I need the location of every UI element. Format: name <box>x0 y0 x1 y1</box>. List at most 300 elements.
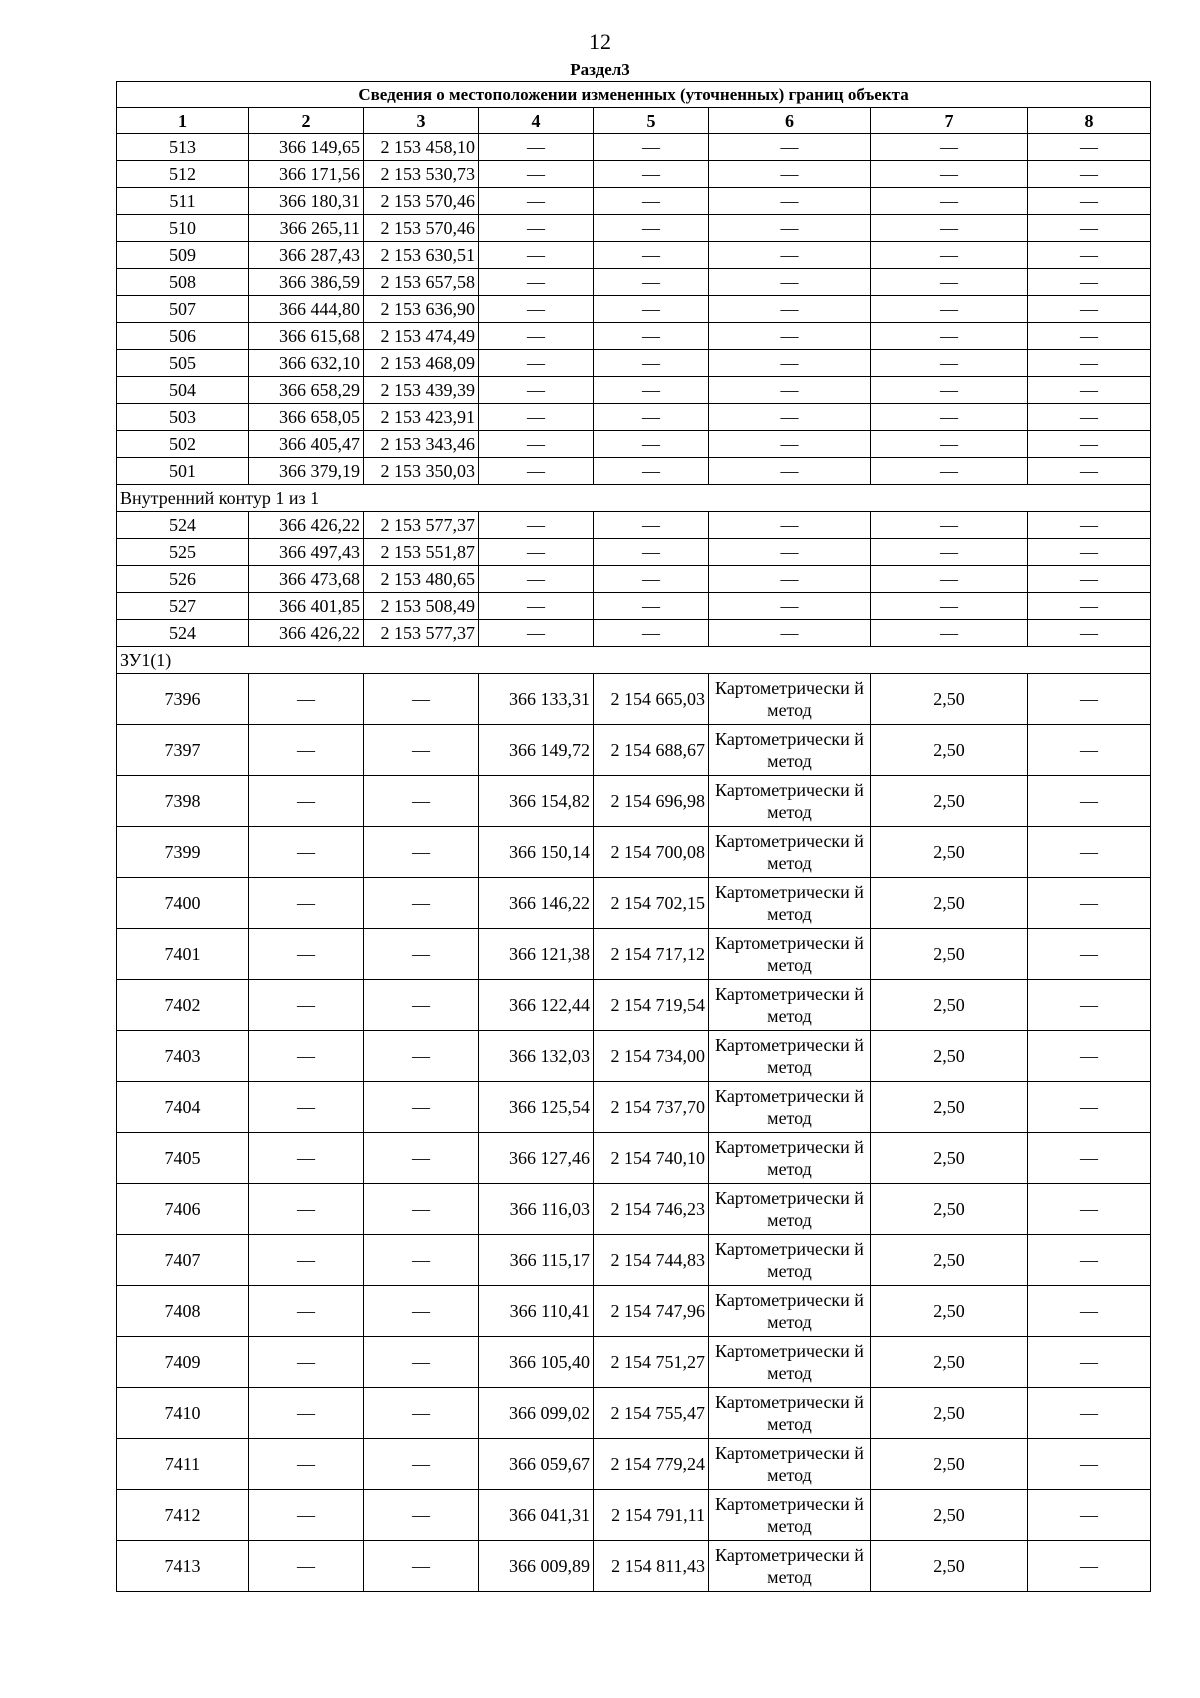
dash-cell: — <box>1028 776 1151 827</box>
dash-cell: — <box>1028 134 1151 161</box>
point-number-cell: 524 <box>117 620 249 647</box>
dash-cell: — <box>594 188 709 215</box>
accuracy-cell: 2,50 <box>871 1490 1028 1541</box>
y-coordinate-cell: 2 153 423,91 <box>364 404 479 431</box>
page-number: 12 <box>589 29 611 54</box>
y-coordinate-cell: 2 153 530,73 <box>364 161 479 188</box>
accuracy-cell: 2,50 <box>871 1082 1028 1133</box>
dash-cell: — <box>1028 323 1151 350</box>
dash-cell: — <box>479 431 594 458</box>
table-row <box>117 215 1151 242</box>
point-number-cell: 7402 <box>117 980 249 1031</box>
dash-cell: — <box>709 566 871 593</box>
dash-cell: — <box>364 1541 479 1592</box>
point-number-cell: 524 <box>117 512 249 539</box>
dash-cell: — <box>871 404 1028 431</box>
x-coordinate-cell: 366 386,59 <box>249 269 364 296</box>
dash-cell: — <box>871 458 1028 485</box>
y-coordinate-cell: 2 154 696,98 <box>594 776 709 827</box>
dash-cell: — <box>364 1031 479 1082</box>
accuracy-cell: 2,50 <box>871 1439 1028 1490</box>
dash-cell: — <box>1028 1286 1151 1337</box>
y-coordinate-cell: 2 153 570,46 <box>364 188 479 215</box>
point-number-cell: 7411 <box>117 1439 249 1490</box>
table-row <box>117 188 1151 215</box>
dash-cell: — <box>871 620 1028 647</box>
dash-cell: — <box>1028 1388 1151 1439</box>
table-row <box>117 404 1151 431</box>
method-cell: Картометрически й метод <box>709 674 871 725</box>
coordinates-table <box>116 81 1151 1592</box>
dash-cell: — <box>364 1388 479 1439</box>
dash-cell: — <box>1028 404 1151 431</box>
x-coordinate-cell: 366 125,54 <box>479 1082 594 1133</box>
dash-cell: — <box>1028 377 1151 404</box>
y-coordinate-cell: 2 153 508,49 <box>364 593 479 620</box>
dash-cell: — <box>364 1082 479 1133</box>
dash-cell: — <box>249 980 364 1031</box>
dash-cell: — <box>479 620 594 647</box>
dash-cell: — <box>364 776 479 827</box>
dash-cell: — <box>709 620 871 647</box>
dash-cell: — <box>249 1337 364 1388</box>
dash-cell: — <box>594 458 709 485</box>
dash-cell: — <box>1028 674 1151 725</box>
dash-cell: — <box>709 431 871 458</box>
dash-cell: — <box>709 512 871 539</box>
x-coordinate-cell: 366 105,40 <box>479 1337 594 1388</box>
dash-cell: — <box>709 350 871 377</box>
point-number-cell: 504 <box>117 377 249 404</box>
dash-cell: — <box>1028 431 1151 458</box>
x-coordinate-cell: 366 658,05 <box>249 404 364 431</box>
y-coordinate-cell: 2 154 791,11 <box>594 1490 709 1541</box>
accuracy-cell: 2,50 <box>871 878 1028 929</box>
point-number-cell: 513 <box>117 134 249 161</box>
dash-cell: — <box>1028 1133 1151 1184</box>
dash-cell: — <box>871 431 1028 458</box>
section-title: Раздел3 <box>570 60 630 79</box>
dash-cell: — <box>364 1439 479 1490</box>
x-coordinate-cell: 366 287,43 <box>249 242 364 269</box>
point-number-cell: 512 <box>117 161 249 188</box>
dash-cell: — <box>479 539 594 566</box>
table-row <box>117 980 1151 1031</box>
point-number-cell: 501 <box>117 458 249 485</box>
zu-label-row <box>117 647 1151 674</box>
y-coordinate-cell: 2 154 744,83 <box>594 1235 709 1286</box>
dash-cell: — <box>1028 242 1151 269</box>
accuracy-cell: 2,50 <box>871 1133 1028 1184</box>
y-coordinate-cell: 2 153 468,09 <box>364 350 479 377</box>
column-number-row <box>117 108 1151 134</box>
x-coordinate-cell: 366 426,22 <box>249 512 364 539</box>
point-number-cell: 502 <box>117 431 249 458</box>
dash-cell: — <box>249 1541 364 1592</box>
dash-cell: — <box>364 1133 479 1184</box>
method-cell: Картометрически й метод <box>709 1439 871 1490</box>
accuracy-cell: 2,50 <box>871 1541 1028 1592</box>
dash-cell: — <box>1028 1541 1151 1592</box>
x-coordinate-cell: 366 401,85 <box>249 593 364 620</box>
dash-cell: — <box>709 593 871 620</box>
dash-cell: — <box>871 215 1028 242</box>
dash-cell: — <box>479 188 594 215</box>
table-row <box>117 242 1151 269</box>
x-coordinate-cell: 366 658,29 <box>249 377 364 404</box>
point-number-cell: 7401 <box>117 929 249 980</box>
accuracy-cell: 2,50 <box>871 1337 1028 1388</box>
dash-cell: — <box>249 1031 364 1082</box>
dash-cell: — <box>1028 1490 1151 1541</box>
x-coordinate-cell: 366 632,10 <box>249 350 364 377</box>
dash-cell: — <box>479 161 594 188</box>
table-row <box>117 431 1151 458</box>
accuracy-cell: 2,50 <box>871 674 1028 725</box>
method-cell: Картометрически й метод <box>709 1388 871 1439</box>
point-number-cell: 7409 <box>117 1337 249 1388</box>
accuracy-cell: 2,50 <box>871 725 1028 776</box>
y-coordinate-cell: 2 154 700,08 <box>594 827 709 878</box>
y-coordinate-cell: 2 153 474,49 <box>364 323 479 350</box>
point-number-cell: 7404 <box>117 1082 249 1133</box>
table-caption-row <box>117 82 1151 108</box>
dash-cell: — <box>709 188 871 215</box>
method-cell: Картометрически й метод <box>709 1541 871 1592</box>
point-number-cell: 7408 <box>117 1286 249 1337</box>
column-number: 7 <box>871 108 1028 134</box>
dash-cell: — <box>1028 215 1151 242</box>
x-coordinate-cell: 366 149,65 <box>249 134 364 161</box>
dash-cell: — <box>594 323 709 350</box>
table-row <box>117 377 1151 404</box>
method-cell: Картометрически й метод <box>709 776 871 827</box>
dash-cell: — <box>1028 458 1151 485</box>
point-number-cell: 7410 <box>117 1388 249 1439</box>
table-row <box>117 323 1151 350</box>
dash-cell: — <box>594 242 709 269</box>
x-coordinate-cell: 366 149,72 <box>479 725 594 776</box>
dash-cell: — <box>1028 980 1151 1031</box>
x-coordinate-cell: 366 132,03 <box>479 1031 594 1082</box>
dash-cell: — <box>1028 566 1151 593</box>
y-coordinate-cell: 2 154 740,10 <box>594 1133 709 1184</box>
accuracy-cell: 2,50 <box>871 827 1028 878</box>
table-row <box>117 512 1151 539</box>
dash-cell: — <box>871 539 1028 566</box>
table-row <box>117 1286 1151 1337</box>
table-row <box>117 878 1151 929</box>
table-row <box>117 458 1151 485</box>
point-number-cell: 526 <box>117 566 249 593</box>
inner-contour-label: Внутренний контур 1 из 1 <box>117 485 1151 512</box>
accuracy-cell: 2,50 <box>871 1031 1028 1082</box>
dash-cell: — <box>249 1133 364 1184</box>
table-row <box>117 674 1151 725</box>
point-number-cell: 506 <box>117 323 249 350</box>
dash-cell: — <box>709 161 871 188</box>
dash-cell: — <box>871 593 1028 620</box>
dash-cell: — <box>1028 1082 1151 1133</box>
accuracy-cell: 2,50 <box>871 1286 1028 1337</box>
dash-cell: — <box>1028 512 1151 539</box>
dash-cell: — <box>709 458 871 485</box>
dash-cell: — <box>364 827 479 878</box>
dash-cell: — <box>1028 1439 1151 1490</box>
dash-cell: — <box>709 377 871 404</box>
dash-cell: — <box>1028 827 1151 878</box>
method-cell: Картометрически й метод <box>709 878 871 929</box>
accuracy-cell: 2,50 <box>871 929 1028 980</box>
column-number: 4 <box>479 108 594 134</box>
dash-cell: — <box>479 323 594 350</box>
dash-cell: — <box>871 269 1028 296</box>
point-number-cell: 507 <box>117 296 249 323</box>
dash-cell: — <box>249 725 364 776</box>
table-row <box>117 1388 1151 1439</box>
x-coordinate-cell: 366 116,03 <box>479 1184 594 1235</box>
table-row <box>117 1184 1151 1235</box>
dash-cell: — <box>1028 929 1151 980</box>
table-row <box>117 827 1151 878</box>
method-cell: Картометрически й метод <box>709 1082 871 1133</box>
dash-cell: — <box>871 323 1028 350</box>
dash-cell: — <box>594 539 709 566</box>
x-coordinate-cell: 366 171,56 <box>249 161 364 188</box>
x-coordinate-cell: 366 497,43 <box>249 539 364 566</box>
point-number-cell: 509 <box>117 242 249 269</box>
y-coordinate-cell: 2 153 439,39 <box>364 377 479 404</box>
dash-cell: — <box>709 296 871 323</box>
x-coordinate-cell: 366 426,22 <box>249 620 364 647</box>
point-number-cell: 510 <box>117 215 249 242</box>
dash-cell: — <box>249 776 364 827</box>
x-coordinate-cell: 366 115,17 <box>479 1235 594 1286</box>
y-coordinate-cell: 2 154 751,27 <box>594 1337 709 1388</box>
dash-cell: — <box>594 620 709 647</box>
x-coordinate-cell: 366 405,47 <box>249 431 364 458</box>
x-coordinate-cell: 366 146,22 <box>479 878 594 929</box>
column-number: 5 <box>594 108 709 134</box>
dash-cell: — <box>479 377 594 404</box>
x-coordinate-cell: 366 615,68 <box>249 323 364 350</box>
dash-cell: — <box>479 593 594 620</box>
dash-cell: — <box>1028 539 1151 566</box>
point-number-cell: 7407 <box>117 1235 249 1286</box>
table-row <box>117 296 1151 323</box>
y-coordinate-cell: 2 154 717,12 <box>594 929 709 980</box>
table-row <box>117 1031 1151 1082</box>
table-row <box>117 1082 1151 1133</box>
x-coordinate-cell: 366 265,11 <box>249 215 364 242</box>
dash-cell: — <box>871 242 1028 269</box>
table-row <box>117 134 1151 161</box>
dash-cell: — <box>1028 269 1151 296</box>
method-cell: Картометрически й метод <box>709 1235 871 1286</box>
x-coordinate-cell: 366 041,31 <box>479 1490 594 1541</box>
dash-cell: — <box>1028 1184 1151 1235</box>
method-cell: Картометрически й метод <box>709 1184 871 1235</box>
y-coordinate-cell: 2 154 737,70 <box>594 1082 709 1133</box>
point-number-cell: 7405 <box>117 1133 249 1184</box>
dash-cell: — <box>709 404 871 431</box>
method-cell: Картометрически й метод <box>709 1031 871 1082</box>
dash-cell: — <box>479 269 594 296</box>
y-coordinate-cell: 2 154 719,54 <box>594 980 709 1031</box>
table-row <box>117 350 1151 377</box>
dash-cell: — <box>1028 593 1151 620</box>
accuracy-cell: 2,50 <box>871 1235 1028 1286</box>
point-number-cell: 7400 <box>117 878 249 929</box>
table-row <box>117 1235 1151 1286</box>
y-coordinate-cell: 2 153 458,10 <box>364 134 479 161</box>
dash-cell: — <box>594 215 709 242</box>
y-coordinate-cell: 2 154 755,47 <box>594 1388 709 1439</box>
dash-cell: — <box>871 377 1028 404</box>
dash-cell: — <box>594 161 709 188</box>
point-number-cell: 525 <box>117 539 249 566</box>
inner-contour-label-row <box>117 485 1151 512</box>
dash-cell: — <box>594 512 709 539</box>
dash-cell: — <box>479 215 594 242</box>
column-number: 3 <box>364 108 479 134</box>
accuracy-cell: 2,50 <box>871 1184 1028 1235</box>
dash-cell: — <box>479 296 594 323</box>
table-row <box>117 161 1151 188</box>
point-number-cell: 7406 <box>117 1184 249 1235</box>
table-row <box>117 725 1151 776</box>
y-coordinate-cell: 2 154 779,24 <box>594 1439 709 1490</box>
method-cell: Картометрически й метод <box>709 980 871 1031</box>
dash-cell: — <box>594 377 709 404</box>
dash-cell: — <box>871 296 1028 323</box>
dash-cell: — <box>594 350 709 377</box>
table-row <box>117 620 1151 647</box>
dash-cell: — <box>594 296 709 323</box>
dash-cell: — <box>249 827 364 878</box>
table-row <box>117 593 1151 620</box>
x-coordinate-cell: 366 444,80 <box>249 296 364 323</box>
dash-cell: — <box>364 1286 479 1337</box>
dash-cell: — <box>249 1388 364 1439</box>
table-caption: Сведения о местоположении измененных (уточненных) границ объекта <box>117 82 1151 108</box>
y-coordinate-cell: 2 153 551,87 <box>364 539 479 566</box>
point-number-cell: 511 <box>117 188 249 215</box>
table-row <box>117 1490 1151 1541</box>
point-number-cell: 508 <box>117 269 249 296</box>
dash-cell: — <box>364 929 479 980</box>
table-row <box>117 539 1151 566</box>
dash-cell: — <box>479 458 594 485</box>
point-number-cell: 7413 <box>117 1541 249 1592</box>
dash-cell: — <box>871 188 1028 215</box>
x-coordinate-cell: 366 110,41 <box>479 1286 594 1337</box>
table-row <box>117 566 1151 593</box>
y-coordinate-cell: 2 153 577,37 <box>364 620 479 647</box>
y-coordinate-cell: 2 154 746,23 <box>594 1184 709 1235</box>
x-coordinate-cell: 366 122,44 <box>479 980 594 1031</box>
y-coordinate-cell: 2 153 657,58 <box>364 269 479 296</box>
dash-cell: — <box>709 323 871 350</box>
dash-cell: — <box>594 431 709 458</box>
dash-cell: — <box>249 674 364 725</box>
table-row <box>117 1541 1151 1592</box>
zu-label: ЗУ1(1) <box>117 647 1151 674</box>
dash-cell: — <box>709 539 871 566</box>
dash-cell: — <box>479 566 594 593</box>
y-coordinate-cell: 2 153 350,03 <box>364 458 479 485</box>
y-coordinate-cell: 2 153 577,37 <box>364 512 479 539</box>
dash-cell: — <box>364 1235 479 1286</box>
accuracy-cell: 2,50 <box>871 776 1028 827</box>
dash-cell: — <box>871 512 1028 539</box>
table-row <box>117 1439 1151 1490</box>
dash-cell: — <box>479 404 594 431</box>
point-number-cell: 7399 <box>117 827 249 878</box>
dash-cell: — <box>709 215 871 242</box>
y-coordinate-cell: 2 153 630,51 <box>364 242 479 269</box>
y-coordinate-cell: 2 154 688,67 <box>594 725 709 776</box>
x-coordinate-cell: 366 059,67 <box>479 1439 594 1490</box>
dash-cell: — <box>1028 878 1151 929</box>
method-cell: Картометрически й метод <box>709 1286 871 1337</box>
column-number: 6 <box>709 108 871 134</box>
dash-cell: — <box>594 269 709 296</box>
y-coordinate-cell: 2 154 811,43 <box>594 1541 709 1592</box>
dash-cell: — <box>709 134 871 161</box>
method-cell: Картометрически й метод <box>709 827 871 878</box>
point-number-cell: 7398 <box>117 776 249 827</box>
method-cell: Картометрически й метод <box>709 929 871 980</box>
dash-cell: — <box>709 242 871 269</box>
dash-cell: — <box>364 878 479 929</box>
y-coordinate-cell: 2 153 636,90 <box>364 296 479 323</box>
dash-cell: — <box>871 161 1028 188</box>
accuracy-cell: 2,50 <box>871 980 1028 1031</box>
accuracy-cell: 2,50 <box>871 1388 1028 1439</box>
table-row <box>117 929 1151 980</box>
dash-cell: — <box>1028 1235 1151 1286</box>
x-coordinate-cell: 366 154,82 <box>479 776 594 827</box>
table-row <box>117 776 1151 827</box>
dash-cell: — <box>479 512 594 539</box>
method-cell: Картометрически й метод <box>709 1337 871 1388</box>
x-coordinate-cell: 366 473,68 <box>249 566 364 593</box>
x-coordinate-cell: 366 127,46 <box>479 1133 594 1184</box>
dash-cell: — <box>364 1490 479 1541</box>
dash-cell: — <box>249 1439 364 1490</box>
dash-cell: — <box>709 269 871 296</box>
x-coordinate-cell: 366 099,02 <box>479 1388 594 1439</box>
dash-cell: — <box>1028 350 1151 377</box>
dash-cell: — <box>249 1082 364 1133</box>
y-coordinate-cell: 2 154 734,00 <box>594 1031 709 1082</box>
x-coordinate-cell: 366 009,89 <box>479 1541 594 1592</box>
y-coordinate-cell: 2 153 570,46 <box>364 215 479 242</box>
table-row <box>117 1133 1151 1184</box>
dash-cell: — <box>249 1490 364 1541</box>
dash-cell: — <box>479 350 594 377</box>
dash-cell: — <box>364 1184 479 1235</box>
dash-cell: — <box>594 134 709 161</box>
x-coordinate-cell: 366 379,19 <box>249 458 364 485</box>
method-cell: Картометрически й метод <box>709 725 871 776</box>
dash-cell: — <box>479 242 594 269</box>
table-row <box>117 269 1151 296</box>
method-cell: Картометрически й метод <box>709 1133 871 1184</box>
y-coordinate-cell: 2 154 665,03 <box>594 674 709 725</box>
dash-cell: — <box>1028 188 1151 215</box>
